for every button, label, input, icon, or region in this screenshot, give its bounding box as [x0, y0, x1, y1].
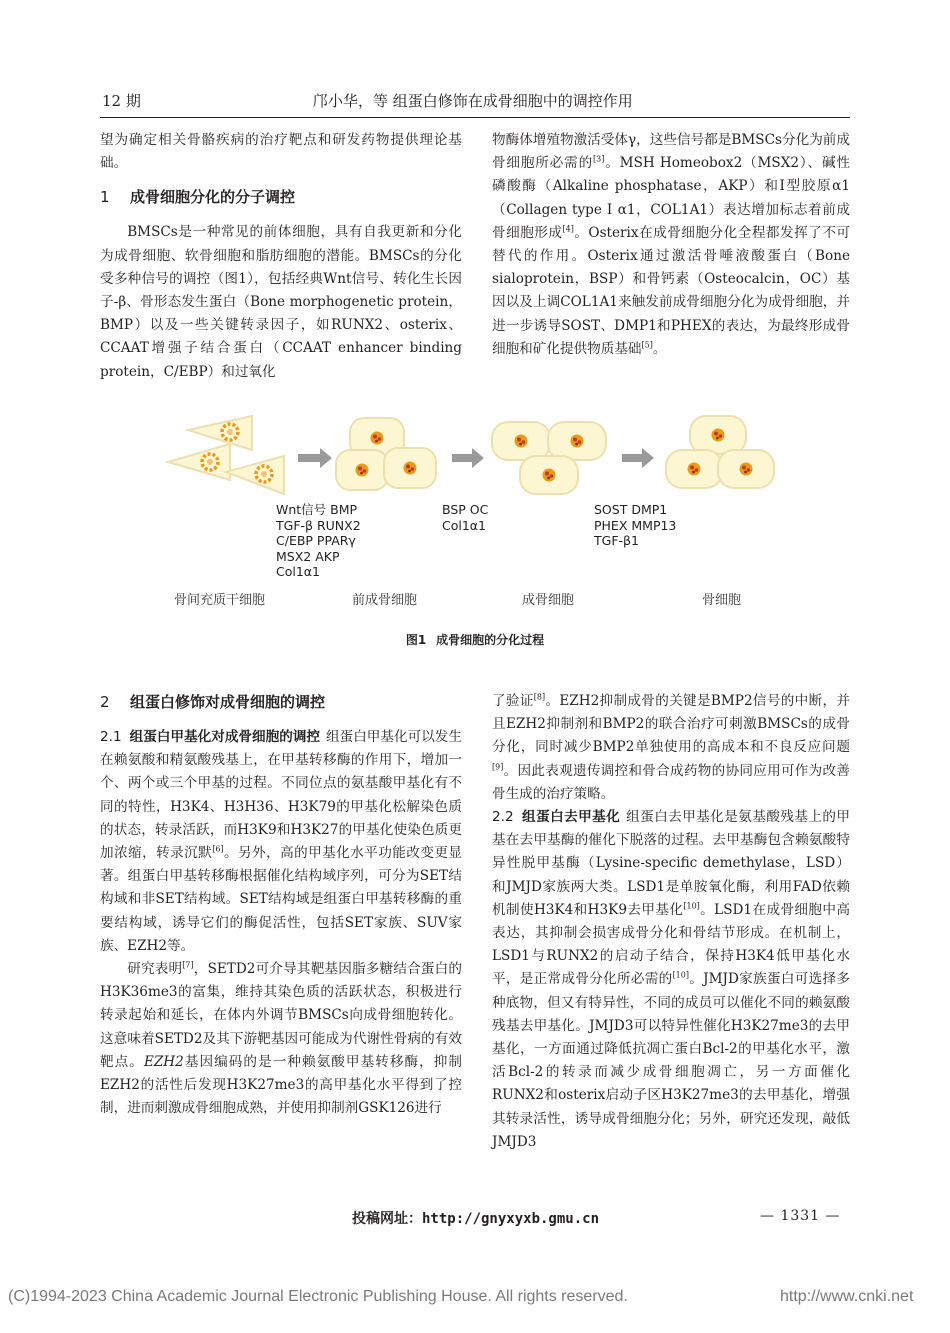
text-run: 。因此表观遗传调控和骨合成药物的协同应用可作为改善骨生成的治疗策略。	[492, 762, 850, 802]
section-2-heading	[100, 690, 462, 714]
figure-caption	[0, 631, 950, 648]
section-title: 组蛋白修饰对成骨细胞的调控	[130, 693, 326, 711]
text-run: 了验证	[492, 693, 534, 709]
section-1-heading	[100, 185, 462, 209]
text-run: 组蛋白甲基化可以发生在赖氨酸和精氨酸残基上，在甲基转移酶的作用下，增加一个、两个或三个甲基的过程。不同位点的氨基酸甲基化有不同的特性，H3K4、H3H36、H3K79的甲基化松解染色质的状态，转录活跃，而H3K9和H3K27的甲基化使染色质更加浓缩，转录沉默	[100, 729, 462, 862]
arrow-2	[452, 448, 484, 468]
cnki-link[interactable]: http://www.cnki.net	[780, 1288, 914, 1305]
text-run: 研究表明	[127, 961, 183, 978]
preosteoblast-markers	[442, 502, 488, 533]
text-run: 。JMJD家族蛋白可选择多种底物，但又有特异性，不同的成员可以催化不同的赖氨酸残基去甲基化。JMJD3可以特异性催化H3K27me3的去甲基化，一方面通过降低抗凋亡蛋白Bcl-2的甲基化水平，激活Bcl-2的转录而减少成骨细胞凋亡，另一方面催化RUNX2和osterix启动子区H3K27me3的去甲基化，增强其转录活性，诱导成骨细胞分化；另外，研究还发现，敲低JMJD3	[492, 971, 850, 1150]
arrow-3	[622, 448, 654, 468]
paragraph-demethylation	[492, 806, 850, 1154]
citation: [7]	[182, 960, 194, 970]
top-left-column	[100, 129, 462, 384]
url-link[interactable]: http://gnyxyxb.gmu.cn	[422, 1211, 600, 1227]
citation: [6]	[212, 844, 224, 854]
section-number: 2	[100, 693, 110, 711]
arrow-1	[298, 448, 332, 468]
figure-number: 图1	[405, 633, 427, 647]
citation: [9]	[492, 762, 504, 772]
stem-cell-group	[168, 416, 284, 494]
url-label: 投稿网址：	[352, 1211, 422, 1227]
marker-line: Col1α1	[276, 564, 320, 579]
citation: [10]	[672, 970, 689, 980]
paragraph-ezh2-bmp2	[492, 690, 850, 806]
paragraph-bmscs: BMSCs是一种常见的前体细胞，具有自我更新和分化为成骨细胞、软骨细胞和脂肪细胞的潜能。BMSCs的分化受多种信号的调控（图1），包括经典Wnt信号、转化生长因子-β、骨形态发生蛋白（Bone morphogenetic protein，BMP）以及一些关键转录因子，如RUNX2、osterix、CCAAT增强子结合蛋白（CCAAT enhancer binding protein，C/EBP）和过氧化	[100, 224, 462, 380]
text-run: 。另外，高的甲基化水平功能改变更显著。组蛋白甲基转移酶根据催化结构域序列，可分为SET结构域和非SET结构域。SET结构域是组蛋白甲基转移酶的重要结构域，诱导它们的酶促活性，包括SET家族、SUV家族、EZH2等。	[100, 845, 463, 954]
citation: [8]	[533, 692, 546, 702]
paragraph-continued: 望为确定相关骨骼疾病的治疗靶点和研发药物提供理论基础。	[100, 132, 462, 172]
subsection-title: 组蛋白甲基化对成骨细胞的调控	[129, 729, 321, 745]
citation: [10]	[683, 901, 700, 911]
stage-label-osteocyte: 骨细胞	[702, 593, 742, 608]
marker-line: Col1α1	[442, 517, 486, 533]
osteocyte-group	[666, 416, 774, 488]
subsection-2-1-heading	[100, 729, 320, 745]
stage-label-stem-cell: 骨间充质干细胞	[174, 593, 266, 608]
text-run: 物酶体增殖物激活受体γ，这些信号都是BMSCs分化为前成骨细胞所必需的	[492, 132, 850, 172]
stem-cell	[168, 444, 230, 480]
marker-line: C/EBP PPARγ	[276, 533, 356, 548]
submission-url	[352, 1208, 599, 1228]
text-run: 组蛋白去甲基化是氨基酸残基上的甲基在去甲基酶的催化下脱落的过程。去甲基酶包含赖氨酸特异性脱甲基酶（Lysine-specific demethylase，LSD）和JMJD家族两大类。LSD1是单胺氧化酶，利用FAD依赖机制使H3K4和H3K9去甲基化	[492, 809, 851, 918]
osteoblast-group	[492, 422, 606, 494]
header-rule	[100, 117, 850, 118]
section-title: 成骨细胞分化的分子调控	[130, 188, 296, 207]
paragraph-setd2-ezh2	[100, 958, 462, 1120]
marker-line: PHEX MMP13	[594, 517, 677, 533]
running-title: 邝小华，等 组蛋白修饰在成骨细胞中的调控作用	[313, 92, 633, 110]
stem-cell-markers	[276, 502, 361, 580]
subsection-2-2-heading	[492, 809, 620, 825]
text-run: 。	[652, 340, 667, 357]
differentiation-diagram	[160, 410, 790, 580]
marker-line: MSX2 AKP	[276, 548, 340, 564]
top-right-column	[492, 129, 850, 361]
bottom-right-column	[492, 690, 850, 1154]
citation: [3]	[593, 154, 605, 164]
osteoblast-markers	[594, 502, 676, 549]
marker-line: Wnt信号 BMP	[276, 502, 358, 517]
text-run: 。MSH Homeobox2（MSX2）、碱性磷酸酶（Alkaline phosphatase，AKP）和Ⅰ型胶原α1（Collagen type Ⅰ α1，COL1A1）表达增加标志着前成骨细胞形成	[492, 155, 851, 241]
issue-number: 12 期	[102, 92, 141, 110]
text-run: 基因编码的是一种赖氨酸甲基转移酶，抑制EZH2的活性后发现H3K27me3的高甲基化水平得到了控制，进而刺激成骨细胞成熟，并使用抑制剂GSK126进行	[100, 1053, 463, 1117]
stem-cell	[226, 456, 284, 494]
preosteoblast-group	[336, 418, 436, 490]
gene-name: EZH2	[143, 1053, 184, 1070]
figure-title: 成骨细胞的分化过程	[436, 633, 545, 647]
text-run: ，SETD2可介导其靶基因脂多糖结合蛋白的H3K36me3的富集，维持其染色质的活跃状态，积极进行转录起始和延长，在体内外调节BMSCs向成骨细胞转化。这意味着SETD2及其下游靶基因可能成为代谢性骨病的有效靶点。	[100, 961, 462, 1070]
subsection-number: 2.1	[100, 729, 122, 745]
citation: [5]	[641, 340, 653, 350]
marker-line: BSP OC	[442, 502, 489, 517]
marker-line: SOST DMP1	[594, 502, 668, 517]
citation: [4]	[562, 224, 574, 234]
copyright-notice: (C)1994-2023 China Academic Journal Electronic Publishing House. All rights reserved.	[8, 1288, 628, 1305]
bottom-left-column	[100, 690, 462, 1120]
text-run: 。EZH2抑制成骨的关键是BMP2信号的中断，并且EZH2抑制剂和BMP2的联合治疗可刺激BMSCs的成骨分化，同时减少BMP2单独使用的高成本和不良反应问题	[492, 693, 851, 756]
text-run: 。LSD1在成骨细胞中高表达，其抑制会损害成骨分化和骨结节形成。在机制上，LSD1与RUNX2的启动子结合，保持H3K4低甲基化水平，是正常成骨分化所必需的	[492, 901, 851, 988]
paragraph-osteoblast-markers	[492, 129, 850, 361]
page-number: — 1331 —	[760, 1208, 841, 1224]
stage-label-preosteoblast: 前成骨细胞	[352, 593, 418, 608]
stage-label-osteoblast: 成骨细胞	[522, 593, 575, 608]
subsection-title: 组蛋白去甲基化	[521, 809, 621, 826]
marker-line: TGF-β1	[594, 533, 639, 548]
text-run: 。Osterix在成骨细胞分化全程都发挥了不可替代的作用。Osterix通过激活骨唾液酸蛋白（Bone sialoprotein，BSP）和骨钙素（Osteocalcin，OC）基因以及上调COL1A1来触发前成骨细胞分化为成骨细胞，并进一步诱导SOST、DMP1和PHEX的表达，为最终形成骨细胞和矿化提供物质基础	[492, 224, 851, 357]
section-number: 1	[100, 188, 110, 207]
stem-cell	[188, 416, 252, 450]
figure-1	[160, 410, 790, 610]
paragraph-methylation	[100, 726, 462, 958]
subsection-number: 2.2	[492, 809, 514, 826]
marker-line: TGF-β RUNX2	[276, 517, 361, 533]
